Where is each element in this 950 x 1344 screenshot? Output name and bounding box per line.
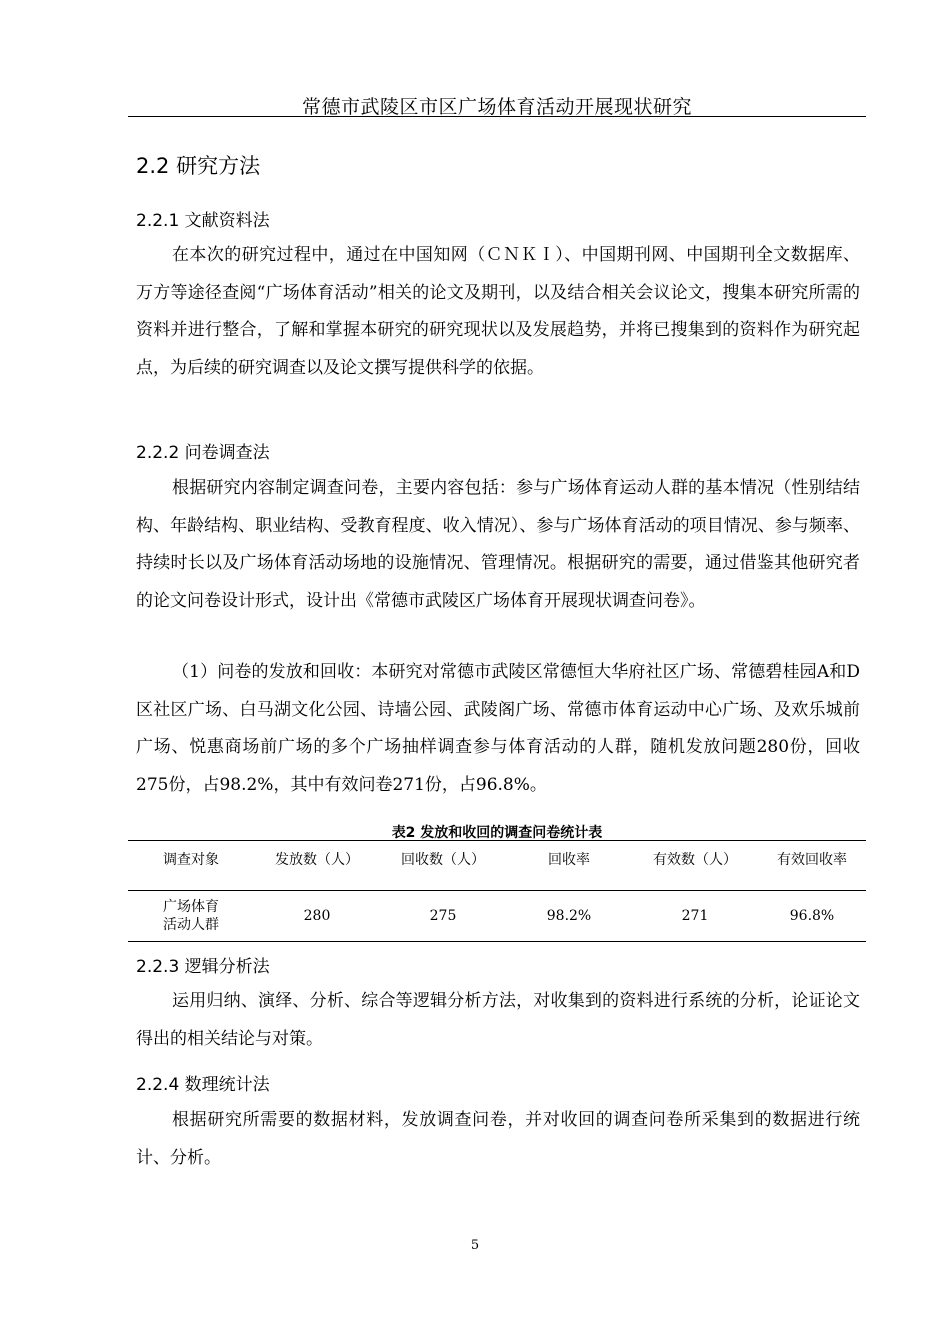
section-heading: 2.2 研究方法 [136, 154, 261, 178]
paragraph-statistics: 根据研究所需要的数据材料，发放调查问卷，并对收回的调查问卷所采集到的数据进行统计、分析。 [136, 1110, 860, 1168]
column-header: 调查对象 [128, 841, 254, 891]
running-header-title: 常德市武陵区市区广场体育活动开展现状研究 [301, 96, 692, 118]
paragraph-logic: 运用归纳、演绎、分析、综合等逻辑分析方法，对收集到的资料进行系统的分析，论证论文得出的相关结论与对策。 [136, 991, 860, 1049]
table-cell-issued: 280 [254, 891, 380, 942]
column-header: 发放数（人） [254, 841, 380, 891]
subsection-heading-questionnaire: 2.2.2 问卷调查法 [136, 443, 270, 463]
target-line-1: 广场体育 [163, 899, 219, 915]
paragraph-literature: 在本次的研究过程中，通过在中国知网（ＣＮＫＩ）、中国期刊网、中国期刊全文数据库、万方等途径查阅“广场体育活动”相关的论文及期刊，以及结合相关会议论文，搜集本研究所需的资料并进行整合，了解和掌握本研究的研究现状以及发展趋势，并将已搜集到的资料作为研究起点，为后续的研究调查以及论文撰写提供科学的依据。 [136, 245, 860, 378]
paragraph-questionnaire-distribution: （1）问卷的发放和回收：本研究对常德市武陵区常德恒大华府社区广场、常德碧桂园A和D区社区广场、白马湖文化公园、诗墙公园、武陵阁广场、常德市体育运动中心广场、及欢乐城前广场、悦惠商场前广场的多个广场抽样调查参与体育活动的人群，随机发放问题280份，回收275份，占98.2%，其中有效问卷271份，占96.8%。 [136, 662, 860, 795]
subsection-heading-literature: 2.2.1 文献资料法 [136, 211, 270, 231]
column-header: 回收数（人） [380, 841, 506, 891]
questionnaire-stats-table [128, 840, 866, 942]
page-number: 5 [470, 1238, 480, 1253]
target-line-2: 活动人群 [163, 917, 219, 933]
table-caption: 表2 发放和收回的调查问卷统计表 [391, 825, 603, 841]
table-cell-return-rate: 98.2% [506, 891, 632, 942]
table-cell-valid: 271 [632, 891, 758, 942]
table-row [128, 891, 866, 942]
column-header: 有效数（人） [632, 841, 758, 891]
header-rule [128, 116, 866, 117]
subsection-heading-statistics: 2.2.4 数理统计法 [136, 1075, 270, 1095]
column-header: 回收率 [506, 841, 632, 891]
table-cell-target [128, 891, 254, 942]
table-header-row [128, 841, 866, 891]
column-header: 有效回收率 [758, 841, 866, 891]
paragraph-questionnaire-content: 根据研究内容制定调查问卷，主要内容包括：参与广场体育运动人群的基本情况（性别结结构、年龄结构、职业结构、受教育程度、收入情况）、参与广场体育活动的项目情况、参与频率、持续时长以及广场体育活动场地的设施情况、管理情况。根据研究的需要，通过借鉴其他研究者的论文问卷设计形式，设计出《常德市武陵区广场体育开展现状调查问卷》。 [136, 478, 860, 611]
table-cell-valid-rate: 96.8% [758, 891, 866, 942]
table-cell-returned: 275 [380, 891, 506, 942]
subsection-heading-logic: 2.2.3 逻辑分析法 [136, 957, 270, 977]
